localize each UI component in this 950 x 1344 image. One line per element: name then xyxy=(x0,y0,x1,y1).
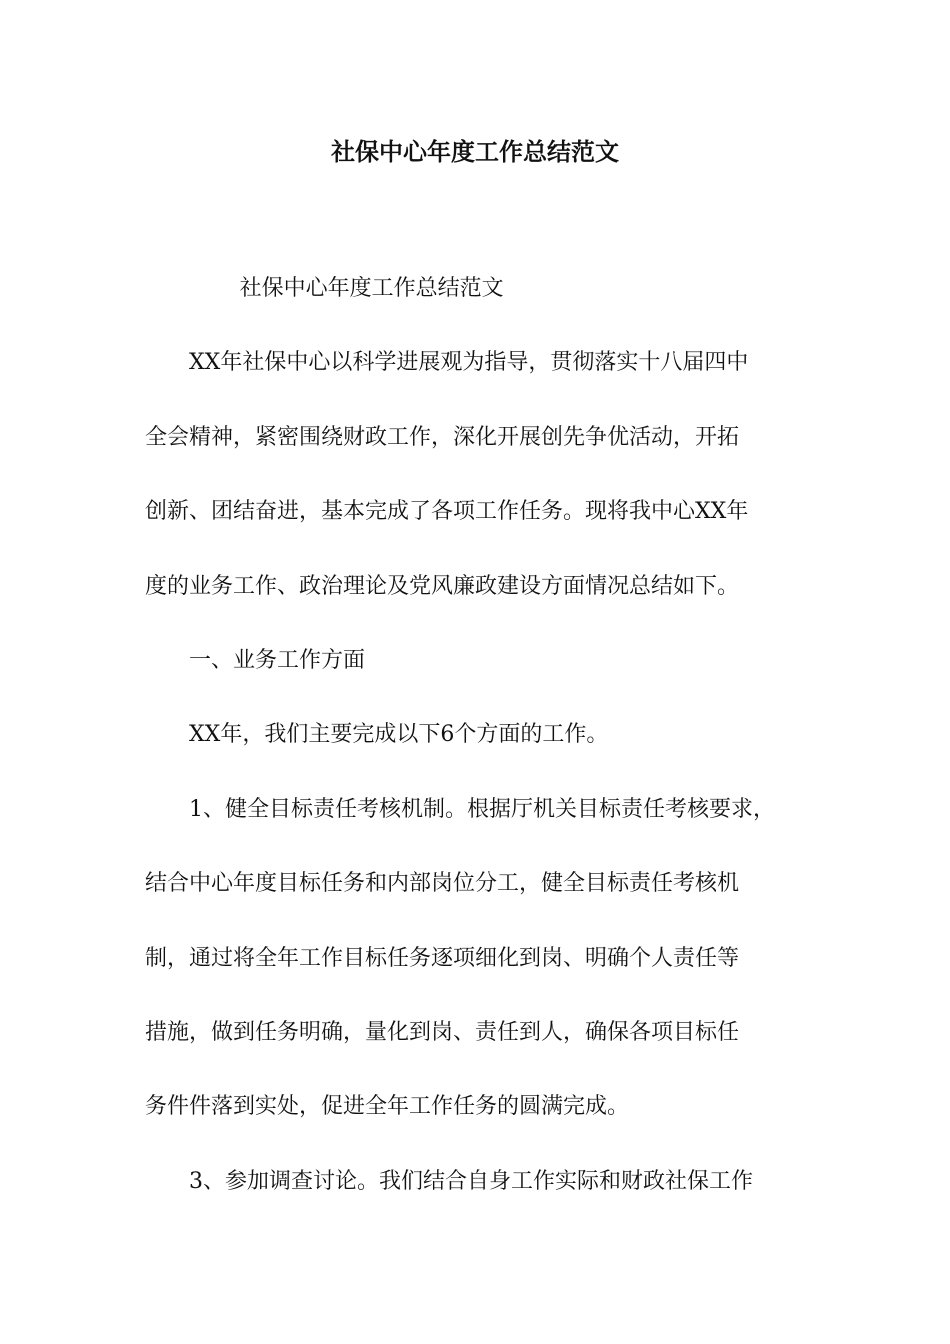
text-line: 结合中心年度目标任务和内部岗位分工，健全目标责任考核机 xyxy=(145,871,740,897)
text-line: 社保中心年度工作总结范文 xyxy=(239,276,504,301)
item-3-paragraph xyxy=(145,1145,825,1219)
text-line: XX年社保中心以科学进展观为指导，贯彻落实十八届四中 xyxy=(189,350,749,376)
subtitle-paragraph xyxy=(145,252,825,326)
section-heading xyxy=(145,624,825,698)
text-line: XX年，我们主要完成以下6个方面的工作。 xyxy=(189,722,609,748)
text-line: 措施，做到任务明确，量化到岗、责任到人，确保各项目标任 xyxy=(145,1020,740,1046)
text-line: 创新、团结奋进，基本完成了各项工作任务。现将我中心XX年 xyxy=(145,499,749,525)
section-intro-paragraph xyxy=(145,698,825,772)
intro-paragraph xyxy=(145,326,825,624)
text-line: 度的业务工作、政治理论及党风廉政建设方面情况总结如下。 xyxy=(145,573,740,599)
text-line: 1、健全目标责任考核机制。根据厅机关目标责任考核要求， xyxy=(189,796,775,822)
text-line: 全会精神，紧密围绕财政工作，深化开展创先争优活动，开拓 xyxy=(145,424,740,450)
document-body xyxy=(145,252,825,1219)
text-line: 一、业务工作方面 xyxy=(189,648,366,674)
item-1-paragraph xyxy=(145,773,825,1145)
text-line: 务件件落到实处，促进全年工作任务的圆满完成。 xyxy=(145,1094,630,1120)
document-title: 社保中心年度工作总结范文 xyxy=(331,138,619,166)
text-line: 3、参加调查讨论。我们结合自身工作实际和财政社保工作 xyxy=(189,1168,753,1194)
text-line: 制，通过将全年工作目标任务逐项细化到岗、明确个人责任等 xyxy=(145,945,740,971)
